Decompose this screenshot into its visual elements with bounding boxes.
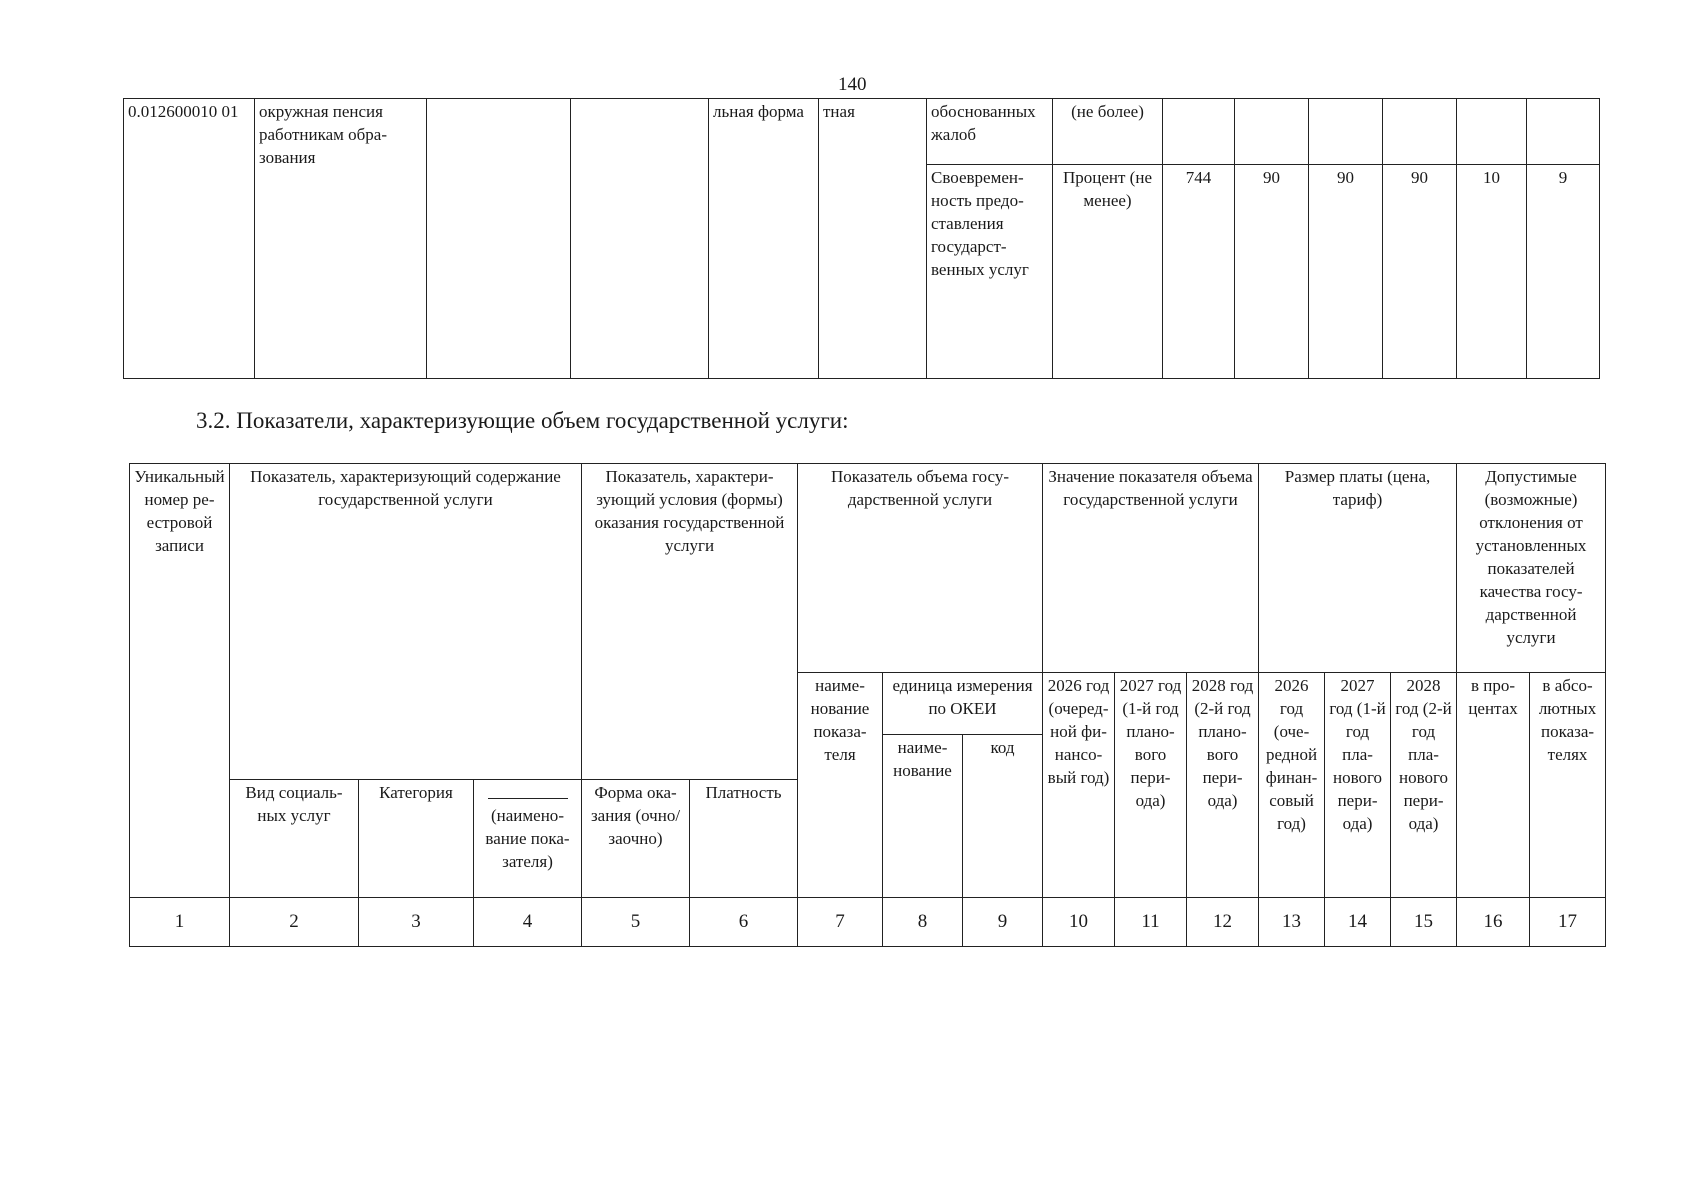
unit-code: 744 <box>1163 165 1235 379</box>
header-category: Категория <box>359 780 474 898</box>
empty-cell <box>427 99 571 379</box>
column-number: 13 <box>1259 898 1325 947</box>
empty-cell <box>1457 99 1527 165</box>
column-number: 5 <box>582 898 690 947</box>
indicator-timeliness: Своевременность предоставления государственных услуг <box>927 165 1053 379</box>
header-content-indicator: Показатель, характеризующий содержание государственной услуги <box>230 464 582 780</box>
column-numbers-row <box>130 898 1606 947</box>
header-year-2028: 2028 год (2-й год планового периода) <box>1187 673 1259 898</box>
header-social-service-type: Вид социальных услуг <box>230 780 359 898</box>
deviation-percent: 10 <box>1457 165 1527 379</box>
header-volume-indicator: Показатель объема государственной услуги <box>798 464 1043 673</box>
header-conditions-indicator: Показатель, характеризующий условия (формы) оказания государственной услуги <box>582 464 798 780</box>
column-number: 12 <box>1187 898 1259 947</box>
column-number: 16 <box>1457 898 1530 947</box>
header-indicator-blank <box>474 780 582 898</box>
value-2026: 90 <box>1235 165 1309 379</box>
empty-cell <box>1235 99 1309 165</box>
column-number: 10 <box>1043 898 1115 947</box>
record-number: 0.012600010 01 <box>124 99 255 379</box>
header-unit-code: код <box>963 735 1043 898</box>
header-deviation-percent: в процентах <box>1457 673 1530 898</box>
empty-cell <box>1383 99 1457 165</box>
payment-fragment: тная <box>819 99 927 379</box>
header-record-number: Уникальный номер реестровой записи <box>130 464 230 898</box>
column-number: 15 <box>1391 898 1457 947</box>
quality-table-continuation <box>123 98 1600 379</box>
deviation-absolute: 9 <box>1527 165 1600 379</box>
column-number: 2 <box>230 898 359 947</box>
header-fee: Размер платы (цена, тариф) <box>1259 464 1457 673</box>
empty-cell <box>1309 99 1383 165</box>
empty-cell <box>1527 99 1600 165</box>
header-unit-okei: единица измерения по ОКЕИ <box>883 673 1043 735</box>
service-name: окружная пенсия работникам образования <box>255 99 427 379</box>
header-indicator-blank-label: (наименование показателя) <box>485 806 570 871</box>
column-number: 17 <box>1530 898 1606 947</box>
unit-percent: Процент (не менее) <box>1053 165 1163 379</box>
unit-not-more: (не более) <box>1053 99 1163 165</box>
volume-table <box>129 463 1606 947</box>
header-service-form: Форма оказания (очно/заочно) <box>582 780 690 898</box>
indicator-complaints: обоснованных жалоб <box>927 99 1053 165</box>
value-2028: 90 <box>1383 165 1457 379</box>
form-fragment: льная форма <box>709 99 819 379</box>
header-payment: Платность <box>690 780 798 898</box>
header-unit-name: наименование <box>883 735 963 898</box>
header-fee-2026: 2026 год (очередной финансовый год) <box>1259 673 1325 898</box>
section-heading: 3.2. Показатели, характеризующие объем государственной услуги: <box>196 408 849 433</box>
header-deviation-absolute: в абсолютных показателях <box>1530 673 1606 898</box>
page-number: 140 <box>838 74 867 95</box>
header-volume-value: Значение показателя объема государственной услуги <box>1043 464 1259 673</box>
header-fee-2027: 2027 год (1-й год планового периода) <box>1325 673 1391 898</box>
column-number: 7 <box>798 898 883 947</box>
empty-cell <box>1163 99 1235 165</box>
column-number: 9 <box>963 898 1043 947</box>
header-fee-2028: 2028 год (2-й год планового периода) <box>1391 673 1457 898</box>
column-number: 14 <box>1325 898 1391 947</box>
value-2027: 90 <box>1309 165 1383 379</box>
header-year-2027: 2027 год (1-й год планового периода) <box>1115 673 1187 898</box>
column-number: 1 <box>130 898 230 947</box>
header-year-2026: 2026 год (очередной финансовый год) <box>1043 673 1115 898</box>
column-number: 4 <box>474 898 582 947</box>
column-number: 11 <box>1115 898 1187 947</box>
column-number: 3 <box>359 898 474 947</box>
column-number: 8 <box>883 898 963 947</box>
column-number: 6 <box>690 898 798 947</box>
header-indicator-name: наименование показателя <box>798 673 883 898</box>
blank-underline <box>488 798 568 799</box>
empty-cell <box>571 99 709 379</box>
header-deviation: Допустимые (возможные) отклонения от установленных показателей качества государственной услуги <box>1457 464 1606 673</box>
